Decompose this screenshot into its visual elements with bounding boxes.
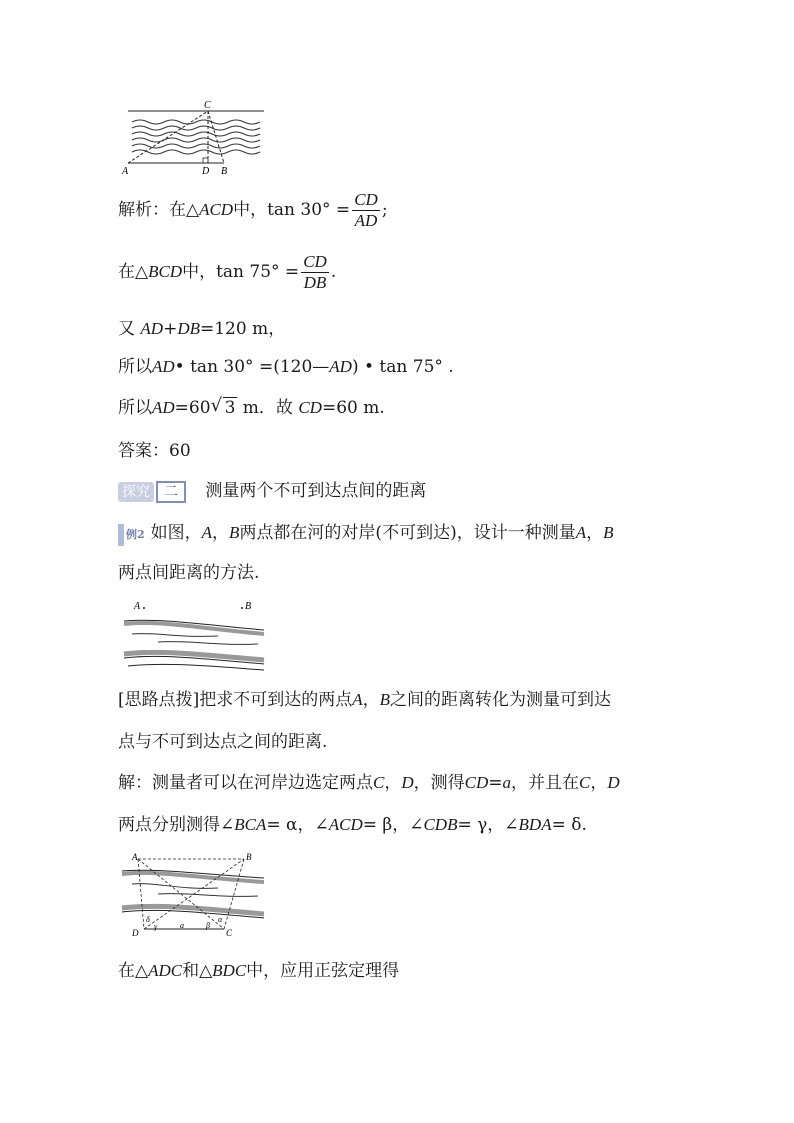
section-number: 二	[156, 481, 186, 503]
hint-line-2: 点与不可到达点之间的距离.	[118, 732, 328, 752]
section-title: 测量两个不可到达点间的距离	[205, 481, 427, 501]
fig3-label-a-len: a	[180, 921, 184, 930]
example-badge: 例2	[118, 524, 145, 546]
fraction-cd-ad: $\frac{CD}{AD}$	[354, 190, 378, 230]
answer-line: 答案：60	[118, 441, 191, 461]
fig3-label-b: B	[246, 852, 252, 862]
fig1-label-b: B	[221, 166, 228, 177]
fig3-label-a: A	[132, 852, 138, 862]
sol2-line-2: 两点分别测得∠BCA= α，∠ACD= β，∠CDB= γ，∠BDA= δ.	[118, 815, 587, 835]
fig3-label-alpha: α	[218, 915, 223, 924]
figure-river-two-points	[118, 598, 268, 673]
fig2-label-b: B	[245, 601, 252, 612]
figure-river-triangle	[118, 98, 268, 178]
section-badge: 探究	[118, 482, 154, 502]
sol2-last-line: 在△ADC和△BDC中，应用正弦定理得	[118, 961, 400, 981]
solution-line-3: 又 AD+DB=120 m，	[118, 319, 286, 339]
fig3-label-gamma: γ	[154, 922, 158, 931]
fig1-label-a: A	[122, 166, 129, 177]
fraction-cd-db: $\frac{CD}{DB}$	[303, 252, 327, 292]
fig3-label-c: C	[226, 928, 233, 938]
sol2-line-1: 解：测量者可以在河岸边选定两点C，D，测得CD=a，并且在C，D	[118, 773, 620, 793]
fig3-label-delta: δ	[146, 915, 150, 924]
solution-line-2: 在△BCD中，tan 75° = $\frac{CD}{DB}$ .	[118, 252, 337, 292]
fig1-label-d: D	[202, 166, 210, 177]
fig1-label-c: C	[204, 100, 211, 111]
solution-line-4: 所以AD• tan 30° =(120—AD) • tan 75° .	[118, 357, 454, 377]
fig2-label-a: A	[134, 601, 141, 612]
figure-river-quadrilateral	[118, 850, 268, 940]
solution-line-1: 解析：在△ACD中，tan 30° = $\frac{CD}{AD}$ ;	[118, 190, 388, 230]
example-line-1: 例2 如图，A，B两点都在河的对岸(不可到达)，设计一种测量A，B	[118, 522, 613, 546]
solution-line-5: 所以AD=60√ 3 m．故 CD=60 m.	[118, 397, 385, 419]
section-header	[118, 480, 426, 503]
fig3-label-beta: β	[206, 921, 210, 930]
example-line-2: 两点间距离的方法.	[118, 563, 260, 583]
fig3-label-d: D	[132, 928, 139, 938]
hint-line-1: [思路点拨]把求不可到达的两点A，B之间的距离转化为测量可到达	[118, 690, 612, 710]
sqrt-symbol: √ 3	[211, 397, 238, 419]
